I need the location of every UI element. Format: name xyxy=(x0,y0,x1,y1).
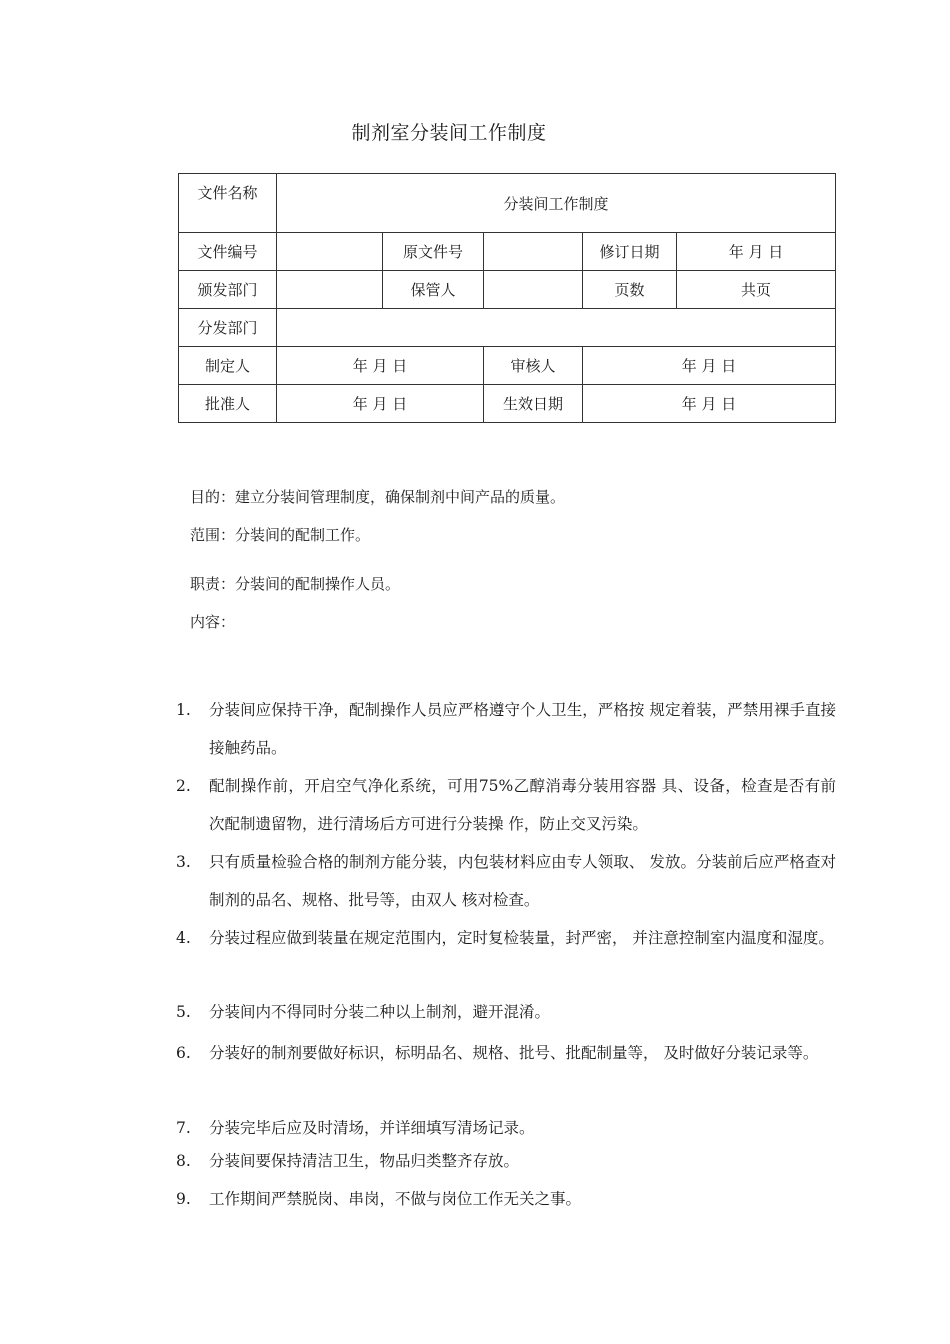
label-effective-date: 生效日期 xyxy=(484,385,583,423)
purpose-text: 目的：建立分装间管理制度，确保制剂中间产品的质量。 xyxy=(190,488,566,506)
item-text: 配制操作前，开启空气净化系统，可用75%乙醇消毒分装用容器 具、设备，检查是否有前次配制遗留物，进行清场后方可进行分装操 作，防止交叉污染。 xyxy=(209,777,836,833)
value-issuing-dept xyxy=(277,271,383,309)
item-text: 工作期间严禁脱岗、串岗，不做与岗位工作无关之事。 xyxy=(209,1190,582,1208)
item-text: 分装好的制剂要做好标识，标明品名、规格、批号、批配制量等， 及时做好分装记录等。 xyxy=(209,1044,819,1062)
value-reviewer-date: 年 月 日 xyxy=(583,347,836,385)
item-number: 3. xyxy=(176,853,191,871)
item-text: 分装完毕后应及时清场，并详细填写清场记录。 xyxy=(209,1119,535,1137)
item-number: 7. xyxy=(176,1119,191,1137)
label-page-count: 页数 xyxy=(583,271,677,309)
value-approver-date: 年 月 日 xyxy=(277,385,484,423)
table-row xyxy=(179,347,836,385)
item-number: 5. xyxy=(176,1003,191,1021)
item-number: 2. xyxy=(176,777,191,795)
item-text: 分装间要保持清洁卫生，物品归类整齐存放。 xyxy=(209,1152,520,1170)
scope-text: 范围：分装间的配制工作。 xyxy=(190,526,371,544)
label-author: 制定人 xyxy=(179,347,277,385)
value-effective-date: 年 月 日 xyxy=(583,385,836,423)
table-row xyxy=(179,174,836,233)
label-reviewer: 审核人 xyxy=(484,347,583,385)
label-issuing-dept: 颁发部门 xyxy=(179,271,277,309)
table-row xyxy=(179,385,836,423)
item-text: 只有质量检验合格的制剂方能分装，内包装材料应由专人领取、 发放。分装前后应严格查对制剂的品名、规格、批号等，由双人 核对检查。 xyxy=(209,853,836,909)
item-number: 8. xyxy=(176,1152,191,1170)
value-file-name: 分装间工作制度 xyxy=(277,174,836,233)
value-custodian xyxy=(484,271,583,309)
label-file-name: 文件名称 xyxy=(179,174,277,233)
value-distribution-dept xyxy=(277,309,836,347)
document-title: 制剂室分装间工作制度 xyxy=(351,122,547,144)
label-original-file-number: 原文件号 xyxy=(383,233,484,271)
value-author-date: 年 月 日 xyxy=(277,347,484,385)
value-page-count: 共页 xyxy=(677,271,836,309)
label-file-number: 文件编号 xyxy=(179,233,277,271)
item-number: 1. xyxy=(176,701,191,719)
duty-text: 职责：分装间的配制操作人员。 xyxy=(190,575,401,593)
label-approver: 批准人 xyxy=(179,385,277,423)
label-distribution-dept: 分发部门 xyxy=(179,309,277,347)
value-revision-date: 年 月 日 xyxy=(677,233,836,271)
content-heading: 内容： xyxy=(190,613,236,631)
item-number: 4. xyxy=(176,929,191,947)
table-row xyxy=(179,271,836,309)
document-info-table xyxy=(178,173,836,423)
value-original-file-number xyxy=(484,233,583,271)
item-text: 分装间内不得同时分装二种以上制剂，避开混淆。 xyxy=(209,1003,551,1021)
label-custodian: 保管人 xyxy=(383,271,484,309)
item-text: 分装间应保持干净，配制操作人员应严格遵守个人卫生，严格按 规定着装，严禁用裸手直接接触药品。 xyxy=(209,701,836,757)
table-row xyxy=(179,309,836,347)
table-row xyxy=(179,233,836,271)
value-file-number xyxy=(277,233,383,271)
item-number: 9. xyxy=(176,1190,191,1208)
item-text: 分装过程应做到装量在规定范围内，定时复检装量，封严密， 并注意控制室内温度和湿度。 xyxy=(209,929,834,947)
label-revision-date: 修订日期 xyxy=(583,233,677,271)
item-number: 6. xyxy=(176,1044,191,1062)
